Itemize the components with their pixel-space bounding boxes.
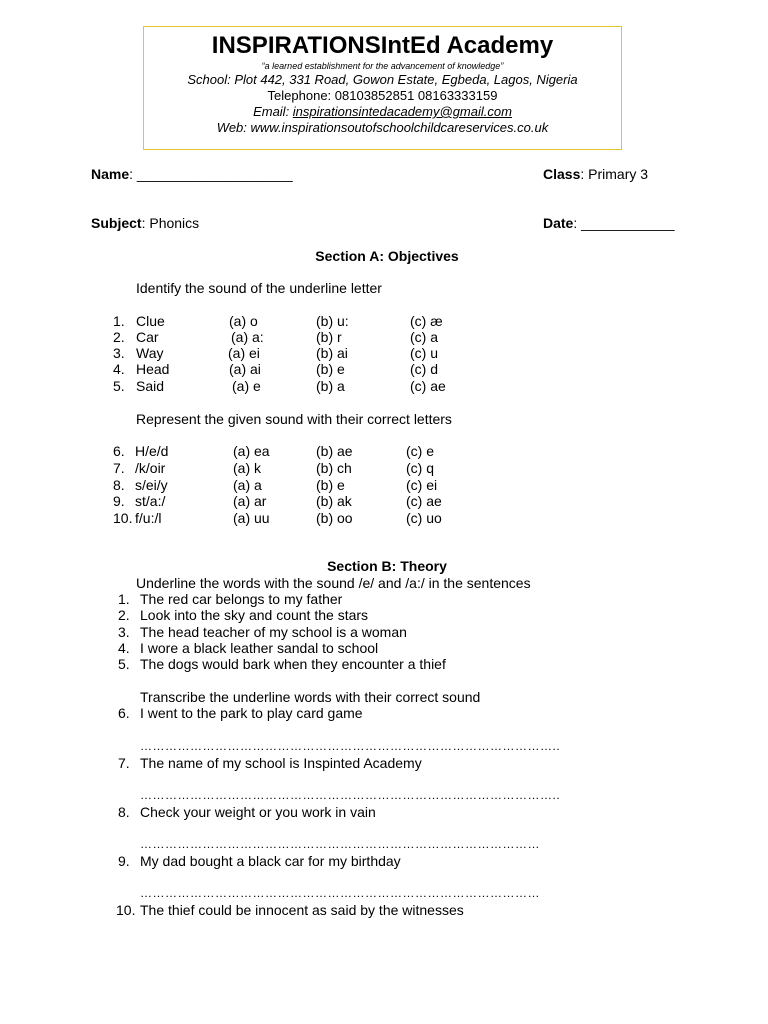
question-number: 1. xyxy=(113,313,125,329)
sentence-number: 1. xyxy=(118,591,130,607)
question-number: 8. xyxy=(113,477,125,493)
option-c: (c) a xyxy=(410,329,438,345)
sentence-number: 2. xyxy=(118,607,130,623)
question-word: s/ei/y xyxy=(135,477,168,493)
option-c: (c) ae xyxy=(406,493,442,509)
question-number: 2. xyxy=(113,329,125,345)
school-telephone: Telephone: 08103852851 08163333159 xyxy=(267,88,498,103)
item-number: 8. xyxy=(118,804,130,820)
option-a: (a) k xyxy=(233,460,261,476)
question-word: H/e/d xyxy=(135,443,169,459)
option-a: (a) a xyxy=(233,477,262,493)
option-b: (b) u: xyxy=(316,313,349,329)
option-b: (b) e xyxy=(316,361,345,377)
sentence-text: Look into the sky and count the stars xyxy=(140,607,369,623)
section-b-instruction-2: Transcribe the underline words with their correct sound xyxy=(140,689,481,705)
question-number: 3. xyxy=(113,345,125,361)
answer-line[interactable]: …………………………………………………………………………………… xyxy=(140,837,540,851)
class-label: Class xyxy=(543,166,581,182)
option-b: (b) a xyxy=(316,378,345,394)
option-a: (a) ai xyxy=(229,361,261,377)
item-text: The thief could be innocent as said by the witnesses xyxy=(140,902,464,918)
date-value: : ____________ xyxy=(573,215,675,231)
option-a: (a) ei xyxy=(228,345,260,361)
sentence-number: 4. xyxy=(118,640,130,656)
option-c: (c) q xyxy=(406,460,434,476)
email-link[interactable]: inspirationsintedacademy@gmail.com xyxy=(292,104,512,119)
question-number: 4. xyxy=(113,361,125,377)
question-number: 6. xyxy=(113,443,125,459)
item-number: 9. xyxy=(118,853,130,869)
option-b: (b) ai xyxy=(316,345,348,361)
section-a-title: Section A: Objectives xyxy=(315,248,459,264)
option-c: (c) ei xyxy=(406,477,438,493)
option-a: (a) e xyxy=(232,378,261,394)
option-c: (c) e xyxy=(406,443,434,459)
option-c: (c) uo xyxy=(406,510,442,526)
option-c: (c) d xyxy=(410,361,438,377)
answer-line[interactable]: …………………………………………………………………………………… xyxy=(140,886,540,900)
sentence-text: The head teacher of my school is a woman xyxy=(140,624,407,640)
school-address: School: Plot 442, 331 Road, Gowon Estate, Egbeda, Lagos, Nigeria xyxy=(187,72,578,87)
sentence-text: The red car belongs to my father xyxy=(140,591,343,607)
option-b: (b) ch xyxy=(316,460,352,476)
question-word: f/u:/l xyxy=(135,510,162,526)
sentence-text: The dogs would bark when they encounter a thief xyxy=(140,656,446,672)
question-number: 5. xyxy=(113,378,125,394)
class-value: : Primary 3 xyxy=(580,166,649,182)
option-a: (a) a: xyxy=(231,329,264,345)
question-number: 7. xyxy=(113,460,125,476)
name-value: : ____________________ xyxy=(129,166,293,182)
option-b: (b) ak xyxy=(316,493,352,509)
option-a: (a) uu xyxy=(233,510,270,526)
question-word: Way xyxy=(136,345,164,361)
option-c: (c) ae xyxy=(410,378,446,394)
item-number: 7. xyxy=(118,755,130,771)
section-a-instruction-2: Represent the given sound with their correct letters xyxy=(136,411,452,427)
section-b-title: Section B: Theory xyxy=(327,558,447,574)
item-text: I went to the park to play card game xyxy=(140,705,363,721)
question-word: /k/oir xyxy=(135,460,166,476)
question-word: Car xyxy=(136,329,159,345)
option-b: (b) oo xyxy=(316,510,353,526)
option-a: (a) ar xyxy=(233,493,267,509)
section-a-instruction-1: Identify the sound of the underline letter xyxy=(136,280,382,296)
answer-line[interactable]: ……………………………………………………………………………………….. xyxy=(140,788,561,802)
school-header xyxy=(143,26,622,150)
class-field xyxy=(543,166,648,182)
item-text: My dad bought a black car for my birthday xyxy=(140,853,401,869)
section-b-instruction-1: Underline the words with the sound /e/ and /a:/ in the sentences xyxy=(136,575,531,591)
email-label: Email: xyxy=(253,104,293,119)
school-website: Web: www.inspirationsoutofschoolchildcareservices.co.uk xyxy=(216,120,549,135)
item-text: The name of my school is Inspinted Academy xyxy=(140,755,422,771)
question-number: 9. xyxy=(113,493,125,509)
school-motto: “a learned establishment for the advancement of knowledge” xyxy=(261,61,504,71)
school-name: INSPIRATIONSIntEd Academy xyxy=(211,32,554,59)
option-c: (c) u xyxy=(410,345,438,361)
name-label: Name xyxy=(91,166,130,182)
answer-line[interactable]: ……………………………………………………………………………………….. xyxy=(140,739,561,753)
option-b: (b) e xyxy=(316,477,345,493)
option-a: (a) o xyxy=(229,313,258,329)
subject-field xyxy=(91,215,199,231)
question-word: Head xyxy=(136,361,170,377)
date-label: Date xyxy=(543,215,574,231)
question-word: Clue xyxy=(136,313,165,329)
sentence-number: 3. xyxy=(118,624,130,640)
question-number: 10. xyxy=(113,510,133,526)
option-b: (b) ae xyxy=(316,443,353,459)
sentence-text: I wore a black leather sandal to school xyxy=(140,640,379,656)
question-word: Said xyxy=(136,378,165,394)
option-c: (c) æ xyxy=(410,313,443,329)
name-field xyxy=(91,166,293,182)
item-number: 10. xyxy=(116,902,136,918)
question-word: st/a:/ xyxy=(135,493,166,509)
item-number: 6. xyxy=(118,705,130,721)
item-text: Check your weight or you work in vain xyxy=(140,804,376,820)
subject-value: : Phonics xyxy=(141,215,200,231)
subject-label: Subject xyxy=(91,215,142,231)
school-email xyxy=(144,104,621,119)
sentence-number: 5. xyxy=(118,656,130,672)
option-b: (b) r xyxy=(316,329,342,345)
date-field xyxy=(543,215,675,231)
option-a: (a) ea xyxy=(233,443,270,459)
